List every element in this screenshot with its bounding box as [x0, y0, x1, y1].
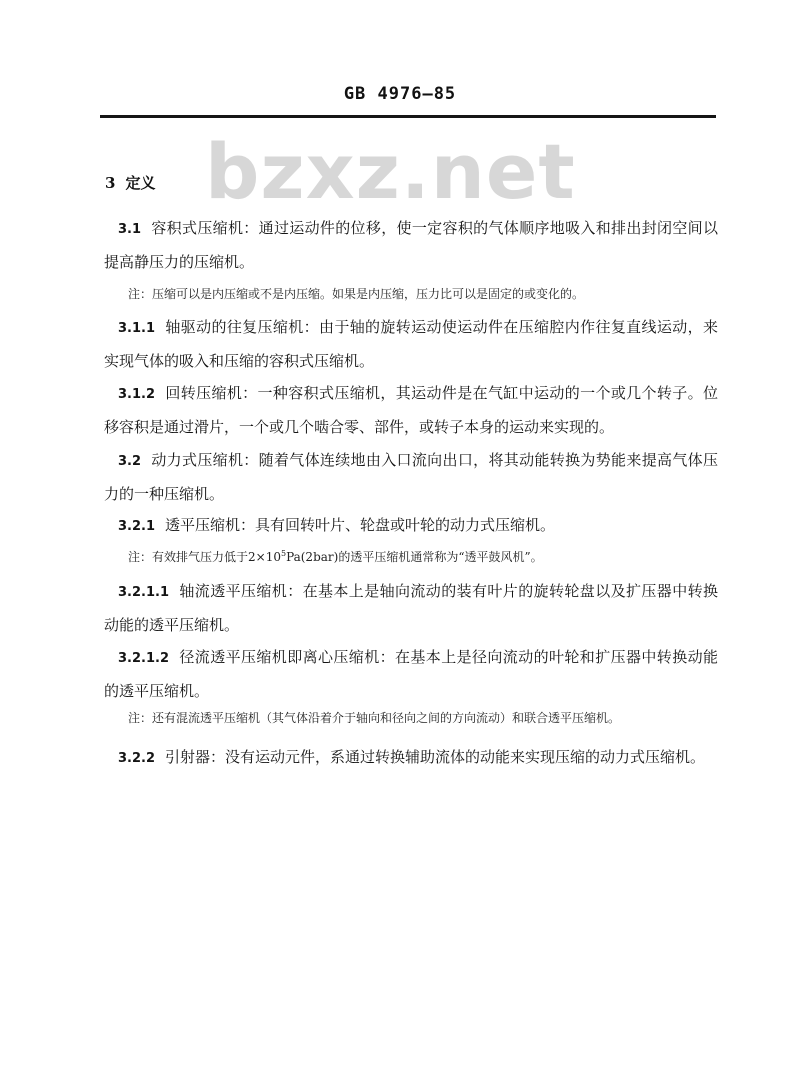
clause-number: 3.2.1	[118, 519, 156, 534]
clause-text: 回转压缩机：一种容积式压缩机，其运动件是在气缸中运动的一个或几个转子。位移容积是通过滑片，一个或几个啮合零、部件，或转子本身的运动来实现的。	[104, 384, 718, 436]
clause-text: 动力式压缩机：随着气体连续地由入口流向出口，将其动能转换为势能来提高气体压力的一种压缩机。	[104, 451, 718, 503]
clause-number: 3.2.2	[118, 751, 156, 766]
clause-3-1-1	[104, 311, 718, 377]
note-exponent: 5	[280, 549, 287, 558]
clause-number: 3.1.2	[118, 387, 156, 402]
section-heading	[105, 172, 155, 193]
clause-text: 透平压缩机：具有回转叶片、轮盘或叶轮的动力式压缩机。	[165, 516, 556, 534]
clause-number: 3.1.1	[118, 321, 156, 336]
clause-3-2	[104, 444, 718, 510]
clause-number: 3.1	[118, 222, 142, 237]
clause-text: 轴驱动的往复压缩机：由于轴的旋转运动使运动件在压缩腔内作往复直线运动，来实现气体的吸入和压缩的容积式压缩机。	[104, 318, 718, 370]
clause-3-1-2	[104, 377, 718, 443]
note-text-post: Pa(2bar)的透平压缩机通常称为“透平鼓风机”。	[286, 550, 543, 564]
clause-3-2-2	[104, 741, 718, 775]
clause-3-2-1-2	[104, 641, 718, 707]
clause-text: 轴流透平压缩机：在基本上是轴向流动的装有叶片的旋转轮盘以及扩压器中转换动能的透平压缩机。	[104, 582, 718, 634]
clause-text: 引射器：没有运动元件，系通过转换辅助流体的动能来实现压缩的动力式压缩机。	[165, 748, 706, 766]
standard-code-header: GB 4976—85	[343, 84, 457, 104]
clause-text: 容积式压缩机：通过运动件的位移，使一定容积的气体顺序地吸入和排出封闭空间以提高静压力的压缩机。	[104, 219, 718, 271]
note-3-1: 注：压缩可以是内压缩或不是内压缩。如果是内压缩，压力比可以是固定的或变化的。	[128, 287, 585, 301]
clause-3-2-1-1	[104, 575, 718, 641]
section-title: 定义	[125, 174, 156, 192]
clause-3-1	[104, 212, 718, 278]
clause-number: 3.2.1.2	[118, 651, 169, 666]
note-3-2-1-2: 注：还有混流透平压缩机（其气体沿着介于轴向和径向之间的方向流动）和联合透平压缩机。	[128, 711, 621, 725]
section-number: 3	[105, 174, 116, 192]
clause-number: 3.2	[118, 454, 142, 469]
clause-text: 径流透平压缩机即离心压缩机：在基本上是径向流动的叶轮和扩压器中转换动能的透平压缩机。	[104, 648, 718, 700]
clause-3-2-1	[104, 509, 718, 543]
clause-number: 3.2.1.1	[118, 585, 169, 600]
note-3-2-1	[128, 544, 718, 567]
watermark: bzxz.net	[205, 127, 576, 216]
note-text-pre: 注：有效排气压力低于2×10	[128, 550, 281, 564]
